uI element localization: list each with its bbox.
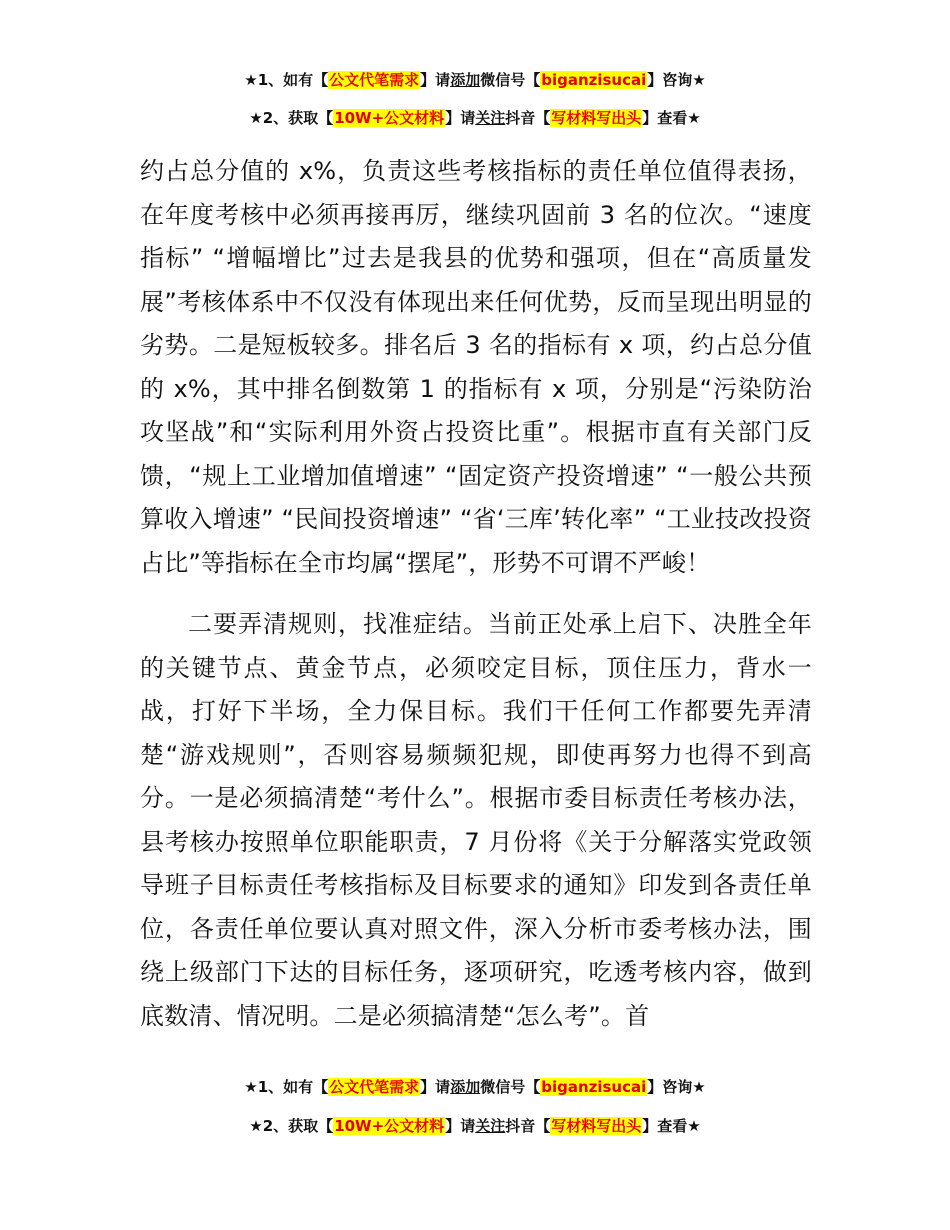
banner-highlight: 公文代笔需求 xyxy=(329,1078,420,1096)
banner-text: 】请 xyxy=(420,71,451,89)
banner-text: ★1、如有【 xyxy=(244,71,329,89)
banner-underlined: 关注 xyxy=(475,109,506,127)
banner-text: 】请 xyxy=(445,1117,476,1135)
banner-text: 】咨询★ xyxy=(647,1078,706,1096)
banner-text: ★1、如有【 xyxy=(244,1078,329,1096)
banner-highlight: 10W+公文材料 xyxy=(334,1117,445,1135)
paragraph: 约占总分值的 x%，负责这些考核指标的责任单位值得表扬，在年度考核中必须再接再厉，继续巩固前 3 名的位次。“速度指标” “增幅增比”过去是我县的优势和强项，但在“高质量发展”考核体系中不仅没有体现出来任何优势，反而呈现出明显的劣势。二是短板较多。排名后 3 名的指标有 x 项，约占总分值的 x%，其中排名倒数第 1 的指标有 x 项，分别是“污染防治攻坚战”和“实际利用外资占投资比重”。根据市直有关部门反馈，“规上工业增加值增速” “固定资产投资增速” “一般公共预算收入增速” “民间投资增速” “省‘三库’转化率” “工业技改投资占比”等指标在全市均属“摆尾”，形势不可谓不严峻！ xyxy=(140,157,812,577)
banner-highlight: biganzisucai xyxy=(541,71,647,89)
banner-highlight: 写材料写出头 xyxy=(551,1117,642,1135)
footer-banner-line-1 xyxy=(0,1076,950,1098)
banner-text: 】咨询★ xyxy=(647,71,706,89)
banner-underlined: 关注 xyxy=(475,1117,506,1135)
banner-highlight: 公文代笔需求 xyxy=(329,71,420,89)
banner-underlined: 添加 xyxy=(450,1078,481,1096)
banner-text: 】查看★ xyxy=(642,1117,701,1135)
banner-text: 】请 xyxy=(420,1078,451,1096)
banner-underlined: 添加 xyxy=(450,71,481,89)
document-body xyxy=(140,150,812,1038)
banner-highlight: biganzisucai xyxy=(541,1078,647,1096)
footer-banner-line-2 xyxy=(0,1115,950,1137)
banner-text: 抖音【 xyxy=(505,109,551,127)
header-banner-line-2 xyxy=(0,107,950,129)
banner-text: 微信号【 xyxy=(480,71,541,89)
banner-text: ★2、获取【 xyxy=(249,1117,334,1135)
banner-text: ★2、获取【 xyxy=(249,109,334,127)
header-banner-line-1 xyxy=(0,69,950,91)
banner-text: 微信号【 xyxy=(480,1078,541,1096)
paragraph: 二要弄清规则，找准症结。当前正处承上启下、决胜全年的关键节点、黄金节点，必须咬定目标，顶住压力，背水一战，打好下半场，全力保目标。我们干任何工作都要先弄清楚“游戏规则”，否则容易频频犯规，即使再努力也得不到高分。一是必须搞清楚“考什么”。根据市委目标责任考核办法，县考核办按照单位职能职责，7 月份将《关于分解落实党政领导班子目标责任考核指标及目标要求的通知》印发到各责任单位，各责任单位要认真对照文件，深入分析市委考核办法，围绕上级部门下达的目标任务，逐项研究，吃透考核内容，做到底数清、情况明。二是必须搞清楚“怎么考”。首 xyxy=(140,610,812,1030)
banner-highlight: 写材料写出头 xyxy=(551,109,642,127)
banner-highlight: 10W+公文材料 xyxy=(334,109,445,127)
banner-text: 抖音【 xyxy=(505,1117,551,1135)
banner-text: 】查看★ xyxy=(642,109,701,127)
banner-text: 】请 xyxy=(445,109,476,127)
